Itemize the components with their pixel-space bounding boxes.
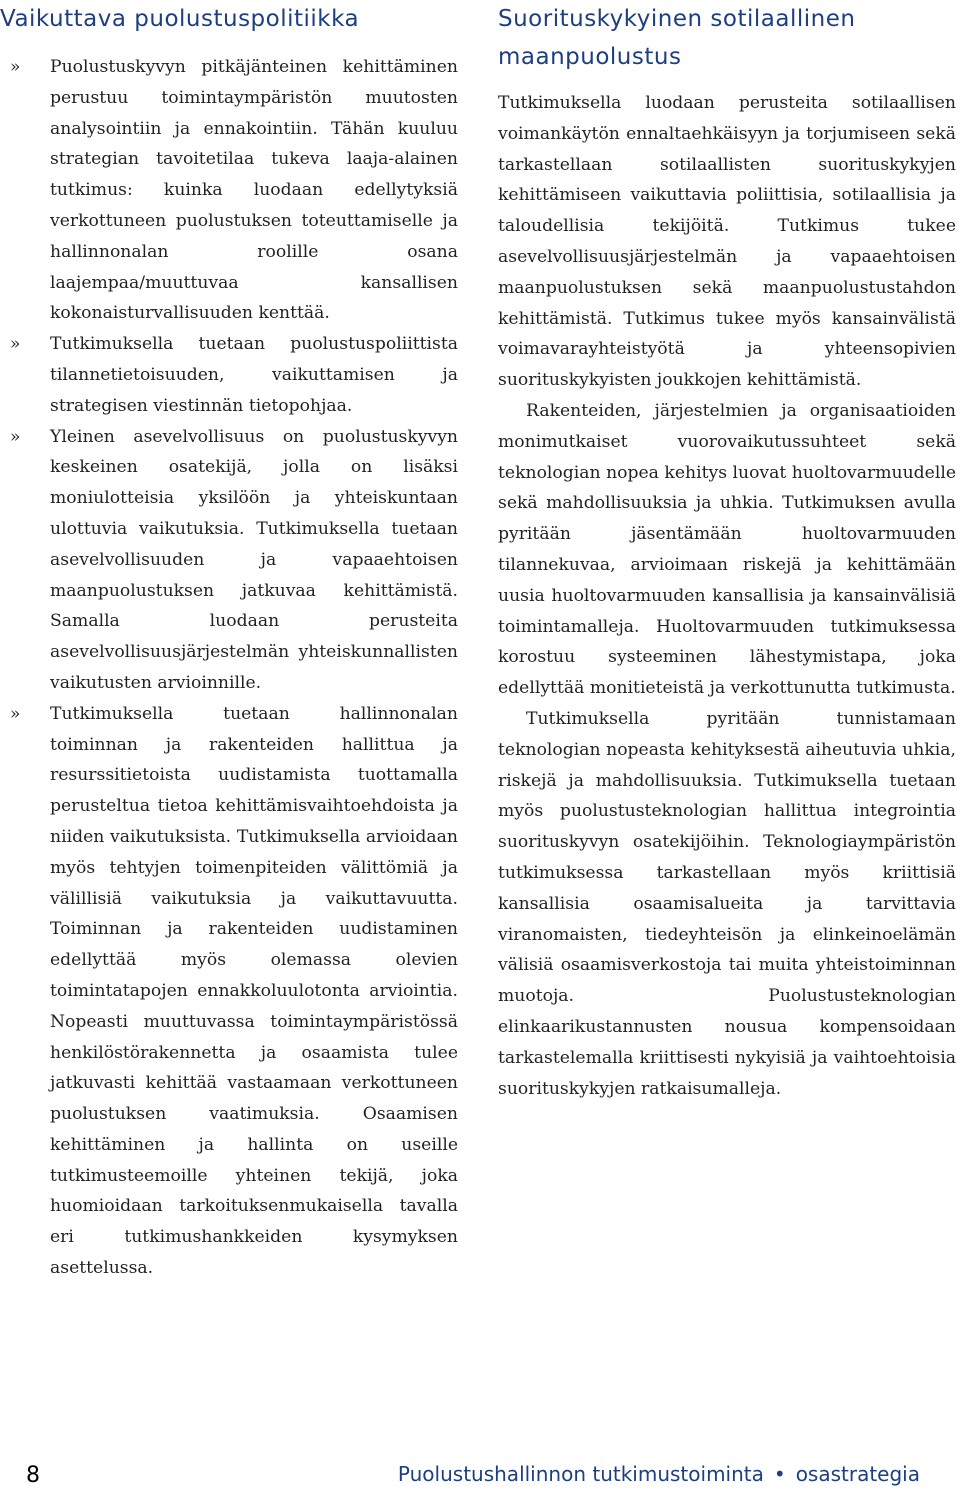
right-column bbox=[498, 0, 956, 1104]
publication-name: Puolustushallinnon tutkimustoiminta bbox=[397, 1462, 764, 1486]
bullet-marker: » bbox=[10, 703, 21, 724]
bullet-text: Puolustuskyvyn pitkäjänteinen kehittäminen perustuu toimintaympäristön muutosten analysointiin ja ennakointiin. Tähän kuuluu strategian tavoitetilaa tukeva laaja-alainen tutkimus: kuinka luodaan edellytyksiä verkottuneen puolustuksen toteuttamiselle ja hallinnonalan roolille osana laajempaa/muuttuvaa kansallisen kokonaisturvallisuuden kenttää. bbox=[50, 57, 458, 324]
bullet-marker: » bbox=[10, 57, 21, 77]
bullet-text: Yleinen asevelvollisuus on puolustuskyvyn keskeinen osatekijä, jolla on lisäksi moniulotteisia yksilöön ja yhteiskuntaan ulottuvia vaikutuksia. Tutkimuksella tuetaan asevelvollisuuden ja vapaaehtoisen maanpuolustuksen jatkuvaa kehittämistä. Samalla luodaan perusteita asevelvollisuusjärjestelmän yhteiskunnallisten vaikutusten arvioinnille. bbox=[50, 426, 458, 693]
bullet-item bbox=[0, 329, 458, 421]
bullet-text: Tutkimuksella tuetaan hallinnonalan toiminnan ja rakenteiden hallittua ja resurssitietoista uudistamista tuottamalla perusteltua tietoa kehittämisvaihtoehdoista ja niiden vaikutuksista. Tutkimuksella arvioidaan myös tehtyjen toimenpiteiden välittömiä ja välillisiä vaikutuksia ja vaikuttavuutta. Toiminnan ja rakenteiden uudistaminen edellyttää myös olemassa olevien toimintatapojen ennakkoluulotonta arviointia. Nopeasti muuttuvassa toimintaympäristössä henkilöstörakennetta ja osaamista tulee jatkuvasti kehittää vastaamaan verkottuneen puolustuksen vaatimuksia. Osaamisen kehittäminen ja hallinta on useille tutkimusteemoille yhteinen tekijä, joka huomioidaan tarkoituksenmukaisella tavalla eri tutkimushankkeiden kysymyksen asettelussa. bbox=[50, 703, 458, 1279]
page-footer bbox=[0, 1457, 960, 1491]
body-paragraph: Tutkimuksella pyritään tunnistamaan teknologian nopeasta kehityksestä aiheutuvia uhkia, riskejä ja mahdollisuuksia. Tutkimuksella tuetaan myös puolustusteknologian hallittua integrointia suorituskyvyn osatekijöihin. Teknologiaympäristön tutkimuksessa tarkastellaan myös kriittisiä kansallisia osaamisalueita ja tarvittavia viranomaisten, tiedeyhteisön ja elinkeinoelämän välisiä osaamisverkostoja tai muita yhteistoiminnan muotoja. Puolustusteknologian elinkaarikustannusten nousua kompensoidaan tarkastelemalla kriittisesti nykyisiä ja vaihtoehtoisia suorituskykyjen ratkaisumalleja. bbox=[498, 708, 956, 1099]
right-section-title: Suorituskykyinen sotilaallinen maanpuolustus bbox=[498, 6, 856, 70]
bullet-item bbox=[0, 699, 458, 1284]
body-paragraph: Rakenteiden, järjestelmien ja organisaatioiden monimutkaiset vuorovaikutussuhteet sekä teknologian nopea kehitys luovat huoltovarmuudelle sekä mahdollisuuksia ja uhkia. Tutkimuksen avulla pyritään jäsentämään huoltovarmuuden tilannekuvaa, arvioimaan riskejä ja kehittämään uusia huoltovarmuuden kansallisia ja kansainvälisiä toimintamalleja. Huoltovarmuuden tutkimuksessa korostuu systeeminen lähestymistapa, joka edellyttää monitieteistä ja verkottunutta tutkimusta. bbox=[498, 400, 956, 699]
bullet-marker: » bbox=[10, 426, 21, 447]
bullet-item bbox=[0, 422, 458, 699]
bullet-text: Tutkimuksella tuetaan puolustuspoliittista tilannetietoisuuden, vaikuttamisen ja strategisen viestinnän tietopohjaa. bbox=[50, 334, 458, 416]
section-name: osastrategia bbox=[795, 1462, 920, 1486]
bullet-item bbox=[0, 52, 458, 329]
footer-separator: • bbox=[773, 1462, 786, 1486]
left-column bbox=[0, 0, 458, 1284]
bullet-marker: » bbox=[10, 334, 21, 355]
page-number: 8 bbox=[26, 1463, 40, 1488]
body-paragraph: Tutkimuksella luodaan perusteita sotilaallisen voimankäytön ennaltaehkäisyyn ja torjumiseen sekä tarkastellaan sotilaallisten suorituskykyjen kehittämiseen vaikuttavia poliittisia, sotilaallisia ja taloudellisia tekijöitä. Tutkimus tukee asevelvollisuusjärjestelmän ja vapaaehtoisen maanpuolustuksen sekä maanpuolustustahdon kehittämistä. Tutkimus tukee myös kansainvälistä voimavarayhteistyötä ja yhteensopivien suorituskykyisten joukkojen kehittämistä. bbox=[498, 93, 956, 391]
left-section-title: Vaikuttava puolustuspolitiikka bbox=[0, 6, 360, 32]
footer-title bbox=[398, 1462, 920, 1486]
